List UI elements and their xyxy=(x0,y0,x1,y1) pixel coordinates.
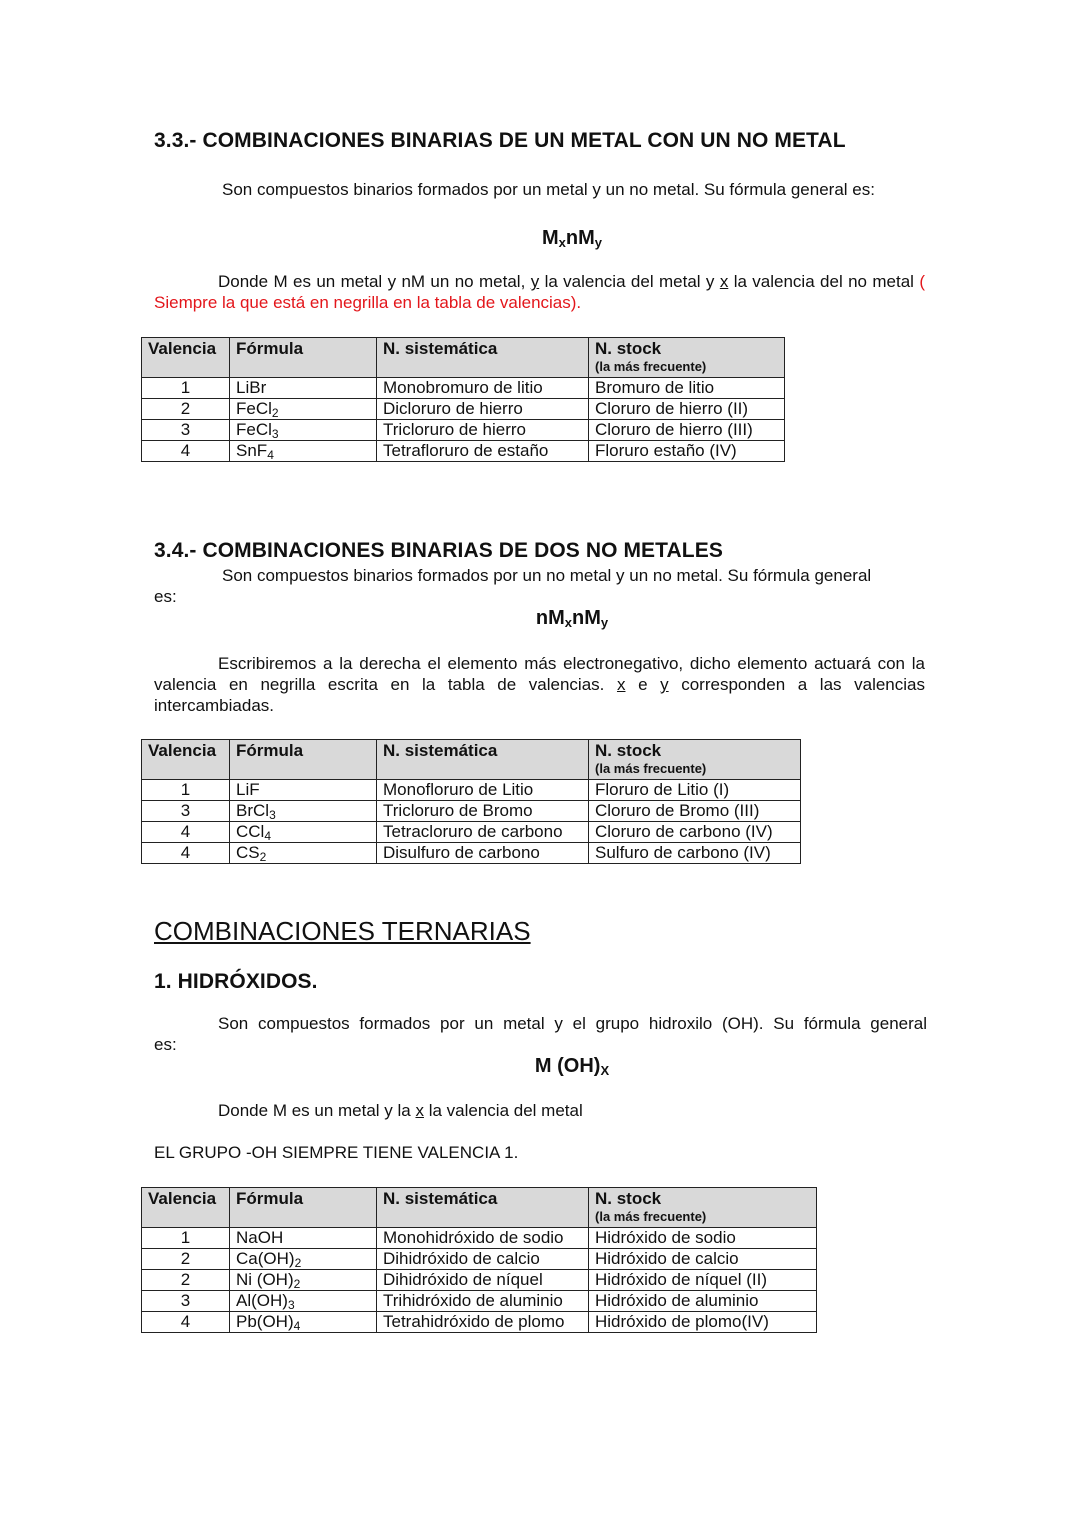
hidroxilo-note: EL GRUPO -OH SIEMPRE TIENE VALENCIA 1. xyxy=(154,1143,519,1162)
hidroxidos-description: Donde M es un metal y la x la valencia del metal xyxy=(218,1101,583,1120)
table-row xyxy=(142,1312,817,1333)
header-valencia: Valencia xyxy=(142,1188,230,1228)
cell-valencia: 4 xyxy=(142,843,230,864)
header-stock: N. stock (la más frecuente) xyxy=(589,740,801,780)
table-row xyxy=(142,780,801,801)
section-3-3-formula: $M_xnM_y$ xyxy=(541,227,603,250)
ternarias-title: COMBINACIONES TERNARIAS xyxy=(154,916,531,946)
hidroxidos-intro: Son compuestos formados por un metal y el grupo hidroxilo (OH). Su fórmula general xyxy=(218,1014,927,1033)
cell-formula: FeCl$_2$ xyxy=(230,399,377,420)
header-formula: Fórmula xyxy=(230,740,377,780)
cell-valencia: 1 xyxy=(142,378,230,399)
section-3-4-intro: Son compuestos binarios formados por un no metal y un no metal. Su fórmula general xyxy=(222,566,872,585)
section-3-4-description: Escribiremos a la derecha el elemento más electronegativo, dicho elemento actuará con la valencia en negrilla escrita en la tabla de valencias. x e y corresponden a las valencias intercambiadas. xyxy=(154,654,925,715)
cell-sistematica: Tricloruro de Bromo xyxy=(377,801,589,822)
cell-formula: Ni $(OH)_2$ xyxy=(230,1270,377,1291)
header-valencia: Valencia xyxy=(142,740,230,780)
cell-sistematica: Tricloruro de hierro xyxy=(377,420,589,441)
cell-valencia: 1 xyxy=(142,780,230,801)
cell-stock: Hidróxido de sodio xyxy=(589,1228,817,1249)
cell-stock: Cloruro de hierro (III) xyxy=(589,420,785,441)
section-3-3-title: 3.3.- COMBINACIONES BINARIAS DE UN METAL CON UN NO METAL xyxy=(154,129,846,152)
hidroxidos-intro-es: es: xyxy=(154,1035,177,1054)
cell-stock: Hidróxido de aluminio xyxy=(589,1291,817,1312)
cell-sistematica: Dicloruro de hierro xyxy=(377,399,589,420)
cell-sistematica: Dihidróxido de níquel xyxy=(377,1270,589,1291)
header-stock: N. stock (la más frecuente) xyxy=(589,338,785,378)
cell-stock: Floruro estaño (IV) xyxy=(589,441,785,462)
section-3-3-description: Donde M es un metal y nM un no metal, y la valencia del metal y x la valencia del no metal ( Siempre la que está en negrilla en la tabla de valencias). xyxy=(154,272,926,312)
cell-valencia: 3 xyxy=(142,801,230,822)
header-sistematica: N. sistemática xyxy=(377,1188,589,1228)
table-metal-nonmetal xyxy=(141,337,785,462)
cell-formula: NaOH xyxy=(230,1228,377,1249)
table-two-nonmetals xyxy=(141,739,801,864)
table-header-row xyxy=(142,338,785,378)
table-row xyxy=(142,1249,817,1270)
cell-valencia: 4 xyxy=(142,822,230,843)
cell-stock: Bromuro de litio xyxy=(589,378,785,399)
cell-valencia: 3 xyxy=(142,420,230,441)
header-formula: Fórmula xyxy=(230,338,377,378)
header-formula: Fórmula xyxy=(230,1188,377,1228)
table-hidroxidos xyxy=(141,1187,817,1333)
section-3-4-formula: $nM_xnM_y$ xyxy=(535,607,609,630)
cell-formula: CCl$_4$ xyxy=(230,822,377,843)
table-row xyxy=(142,801,801,822)
cell-formula: $Al(OH)_3$ xyxy=(230,1291,377,1312)
table-row xyxy=(142,1291,817,1312)
cell-formula: SnF$_4$ xyxy=(230,441,377,462)
table-row xyxy=(142,1270,817,1291)
cell-stock: Sulfuro de carbono (IV) xyxy=(589,843,801,864)
cell-formula: BrCl$_3$ xyxy=(230,801,377,822)
hidroxidos-formula: M $(OH)_X$ xyxy=(534,1055,610,1078)
cell-formula: $Pb(OH)_4$ xyxy=(230,1312,377,1333)
table-row xyxy=(142,822,801,843)
cell-stock: Floruro de Litio (I) xyxy=(589,780,801,801)
cell-formula: $Ca(OH)_2$ xyxy=(230,1249,377,1270)
cell-stock: Hidróxido de plomo(IV) xyxy=(589,1312,817,1333)
cell-valencia: 4 xyxy=(142,1312,230,1333)
table-header-row xyxy=(142,740,801,780)
cell-valencia: 2 xyxy=(142,399,230,420)
cell-valencia: 1 xyxy=(142,1228,230,1249)
cell-stock: Hidróxido de calcio xyxy=(589,1249,817,1270)
cell-formula: LiBr xyxy=(230,378,377,399)
table-row xyxy=(142,1228,817,1249)
header-sistematica: N. sistemática xyxy=(377,740,589,780)
section-3-3-intro: Son compuestos binarios formados por un metal y un no metal. Su fórmula general es: xyxy=(222,180,875,199)
cell-valencia: 3 xyxy=(142,1291,230,1312)
header-stock: N. stock (la más frecuente) xyxy=(589,1188,817,1228)
hidroxidos-title: 1. HIDRÓXIDOS. xyxy=(154,970,318,993)
table-row xyxy=(142,399,785,420)
cell-valencia: 4 xyxy=(142,441,230,462)
cell-sistematica: Monofloruro de Litio xyxy=(377,780,589,801)
cell-formula: LiF xyxy=(230,780,377,801)
cell-sistematica: Tetrahidróxido de plomo xyxy=(377,1312,589,1333)
cell-sistematica: Trihidróxido de aluminio xyxy=(377,1291,589,1312)
section-3-4-title: 3.4.- COMBINACIONES BINARIAS DE DOS NO METALES xyxy=(154,539,723,562)
cell-sistematica: Dihidróxido de calcio xyxy=(377,1249,589,1270)
cell-sistematica: Disulfuro de carbono xyxy=(377,843,589,864)
table-row xyxy=(142,378,785,399)
table-row xyxy=(142,843,801,864)
cell-sistematica: Monohidróxido de sodio xyxy=(377,1228,589,1249)
cell-formula: $CS_2$ xyxy=(230,843,377,864)
table-header-row xyxy=(142,1188,817,1228)
cell-formula: FeCl$_3$ xyxy=(230,420,377,441)
cell-stock: Cloruro de Bromo (III) xyxy=(589,801,801,822)
cell-stock: Cloruro de hierro (II) xyxy=(589,399,785,420)
table-row xyxy=(142,420,785,441)
cell-stock: Cloruro de carbono (IV) xyxy=(589,822,801,843)
cell-stock: Hidróxido de níquel (II) xyxy=(589,1270,817,1291)
valence-note: ( Siempre la que está en negrilla en la tabla de valencias). xyxy=(154,272,926,312)
cell-sistematica: Tetracloruro de carbono xyxy=(377,822,589,843)
header-sistematica: N. sistemática xyxy=(377,338,589,378)
section-3-4-intro-es: es: xyxy=(154,587,177,606)
cell-valencia: 2 xyxy=(142,1270,230,1291)
table-row xyxy=(142,441,785,462)
cell-sistematica: Monobromuro de litio xyxy=(377,378,589,399)
cell-sistematica: Tetrafloruro de estaño xyxy=(377,441,589,462)
cell-valencia: 2 xyxy=(142,1249,230,1270)
header-valencia: Valencia xyxy=(142,338,230,378)
